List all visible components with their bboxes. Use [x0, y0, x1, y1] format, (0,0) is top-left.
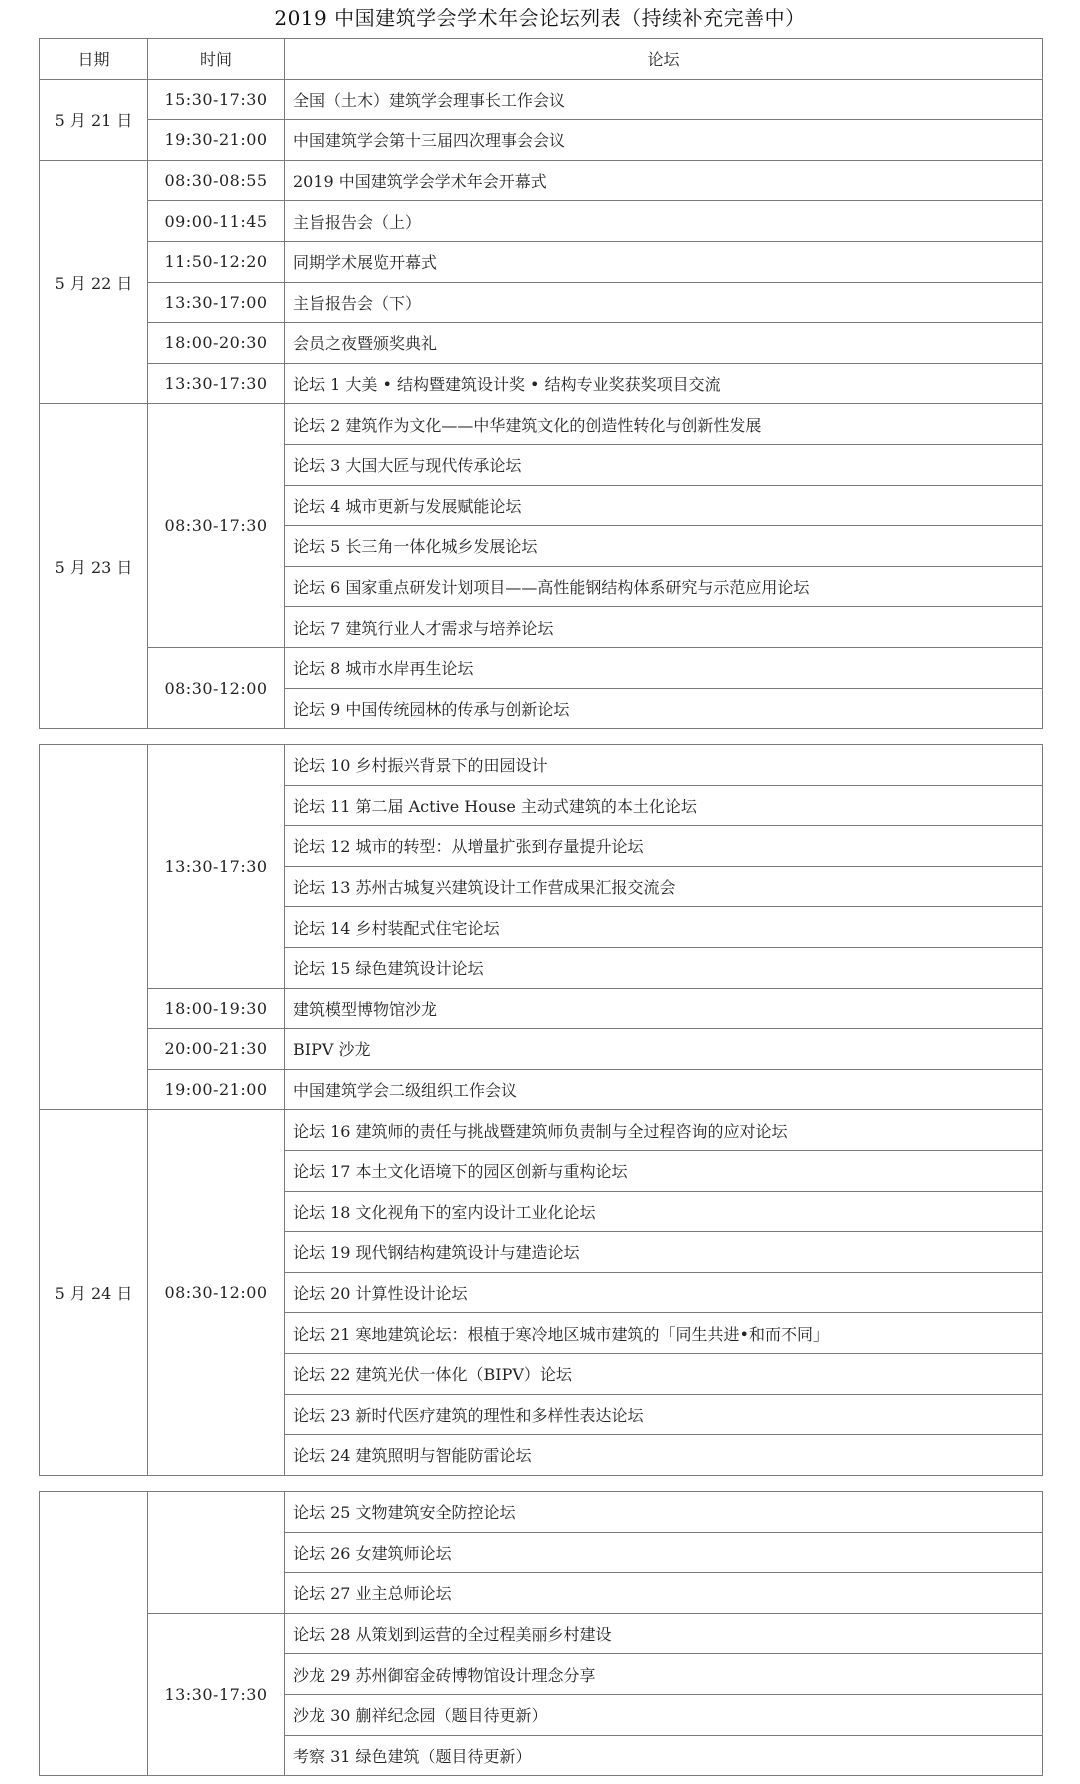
time-cell: 13:30-17:30 [148, 745, 285, 989]
schedule-table-part-1 [39, 38, 1043, 729]
table-row [40, 363, 1043, 404]
schedule-table-part-2 [39, 744, 1043, 1476]
forum-cell: 论坛 19 现代钢结构建筑设计与建造论坛 [285, 1232, 1043, 1273]
time-cell: 18:00-19:30 [148, 988, 285, 1029]
date-cell: 5 月 22 日 [40, 160, 148, 404]
table-row [40, 282, 1043, 323]
table-row [40, 120, 1043, 161]
forum-cell: BIPV 沙龙 [285, 1029, 1043, 1070]
forum-cell: 论坛 6 国家重点研发计划项目——高性能钢结构体系研究与示范应用论坛 [285, 566, 1043, 607]
table-row [40, 647, 1043, 688]
forum-cell: 论坛 16 建筑师的责任与挑战暨建筑师负责制与全过程咨询的应对论坛 [285, 1110, 1043, 1151]
time-cell: 15:30-17:30 [148, 79, 285, 120]
forum-cell: 主旨报告会（上） [285, 201, 1043, 242]
forum-cell: 论坛 28 从策划到运营的全过程美丽乡村建设 [285, 1613, 1043, 1654]
forum-cell: 论坛 21 寒地建筑论坛：根植于寒冷地区城市建筑的「同生共进•和而不同」 [285, 1313, 1043, 1354]
table-row [40, 1029, 1043, 1070]
time-cell: 18:00-20:30 [148, 323, 285, 364]
forum-cell: 论坛 13 苏州古城复兴建筑设计工作营成果汇报交流会 [285, 866, 1043, 907]
table-row [40, 201, 1043, 242]
time-cell: 13:30-17:30 [148, 1613, 285, 1775]
forum-cell: 论坛 12 城市的转型：从增量扩张到存量提升论坛 [285, 826, 1043, 867]
date-cell: 5 月 24 日 [40, 1110, 148, 1475]
time-cell: 13:30-17:30 [148, 363, 285, 404]
forum-cell: 论坛 11 第二届 Active House 主动式建筑的本土化论坛 [285, 785, 1043, 826]
time-cell [148, 1492, 285, 1614]
table-row [40, 404, 1043, 445]
forum-cell: 建筑模型博物馆沙龙 [285, 988, 1043, 1029]
table-row [40, 323, 1043, 364]
time-cell: 08:30-12:00 [148, 647, 285, 728]
forum-cell: 会员之夜暨颁奖典礼 [285, 323, 1043, 364]
table-row [40, 160, 1043, 201]
table-row [40, 1613, 1043, 1654]
forum-cell: 论坛 4 城市更新与发展赋能论坛 [285, 485, 1043, 526]
forum-cell: 论坛 10 乡村振兴背景下的田园设计 [285, 745, 1043, 786]
date-cell [40, 1492, 148, 1776]
forum-cell: 论坛 8 城市水岸再生论坛 [285, 647, 1043, 688]
forum-cell: 主旨报告会（下） [285, 282, 1043, 323]
table-row [40, 988, 1043, 1029]
header-forum: 论坛 [285, 39, 1043, 80]
forum-cell: 同期学术展览开幕式 [285, 241, 1043, 282]
forum-cell: 论坛 3 大国大匠与现代传承论坛 [285, 444, 1043, 485]
time-cell: 08:30-17:30 [148, 404, 285, 648]
forum-cell: 论坛 9 中国传统园林的传承与创新论坛 [285, 688, 1043, 729]
forum-cell: 考察 31 绿色建筑（题目待更新） [285, 1735, 1043, 1776]
forum-cell: 中国建筑学会第十三届四次理事会会议 [285, 120, 1043, 161]
time-cell: 09:00-11:45 [148, 201, 285, 242]
table-row [40, 79, 1043, 120]
forum-cell: 论坛 14 乡村装配式住宅论坛 [285, 907, 1043, 948]
time-cell: 08:30-12:00 [148, 1110, 285, 1475]
header-date: 日期 [40, 39, 148, 80]
forum-cell: 论坛 2 建筑作为文化——中华建筑文化的创造性转化与创新性发展 [285, 404, 1043, 445]
time-cell: 13:30-17:00 [148, 282, 285, 323]
table-header-row [40, 39, 1043, 80]
forum-cell: 沙龙 30 蒯祥纪念园（题目待更新） [285, 1694, 1043, 1735]
time-cell: 11:50-12:20 [148, 241, 285, 282]
forum-cell: 2019 中国建筑学会学术年会开幕式 [285, 160, 1043, 201]
schedule-table-part-3 [39, 1491, 1043, 1776]
forum-cell: 沙龙 29 苏州御窑金砖博物馆设计理念分享 [285, 1654, 1043, 1695]
date-cell: 5 月 23 日 [40, 404, 148, 729]
table-row [40, 1110, 1043, 1151]
forum-cell: 论坛 27 业主总师论坛 [285, 1573, 1043, 1614]
table-row [40, 1492, 1043, 1533]
forum-cell: 论坛 22 建筑光伏一体化（BIPV）论坛 [285, 1353, 1043, 1394]
forum-cell: 论坛 24 建筑照明与智能防雷论坛 [285, 1435, 1043, 1476]
forum-cell: 全国（土木）建筑学会理事长工作会议 [285, 79, 1043, 120]
time-cell: 08:30-08:55 [148, 160, 285, 201]
time-cell: 20:00-21:30 [148, 1029, 285, 1070]
table-row [40, 1069, 1043, 1110]
table-row [40, 745, 1043, 786]
time-cell: 19:00-21:00 [148, 1069, 285, 1110]
forum-cell: 中国建筑学会二级组织工作会议 [285, 1069, 1043, 1110]
forum-cell: 论坛 23 新时代医疗建筑的理性和多样性表达论坛 [285, 1394, 1043, 1435]
time-cell: 19:30-21:00 [148, 120, 285, 161]
page-title: 2019 中国建筑学会学术年会论坛列表（持续补充完善中） [274, 6, 806, 30]
header-time: 时间 [148, 39, 285, 80]
forum-cell: 论坛 20 计算性设计论坛 [285, 1272, 1043, 1313]
forum-cell: 论坛 18 文化视角下的室内设计工业化论坛 [285, 1191, 1043, 1232]
forum-cell: 论坛 25 文物建筑安全防控论坛 [285, 1492, 1043, 1533]
table-row [40, 241, 1043, 282]
forum-cell: 论坛 26 女建筑师论坛 [285, 1532, 1043, 1573]
forum-cell: 论坛 5 长三角一体化城乡发展论坛 [285, 526, 1043, 567]
forum-cell: 论坛 15 绿色建筑设计论坛 [285, 947, 1043, 988]
date-cell [40, 745, 148, 1110]
forum-cell: 论坛 7 建筑行业人才需求与培养论坛 [285, 607, 1043, 648]
forum-cell: 论坛 1 大美 • 结构暨建筑设计奖 • 结构专业奖获奖项目交流 [285, 363, 1043, 404]
forum-cell: 论坛 17 本土文化语境下的园区创新与重构论坛 [285, 1150, 1043, 1191]
date-cell: 5 月 21 日 [40, 79, 148, 160]
